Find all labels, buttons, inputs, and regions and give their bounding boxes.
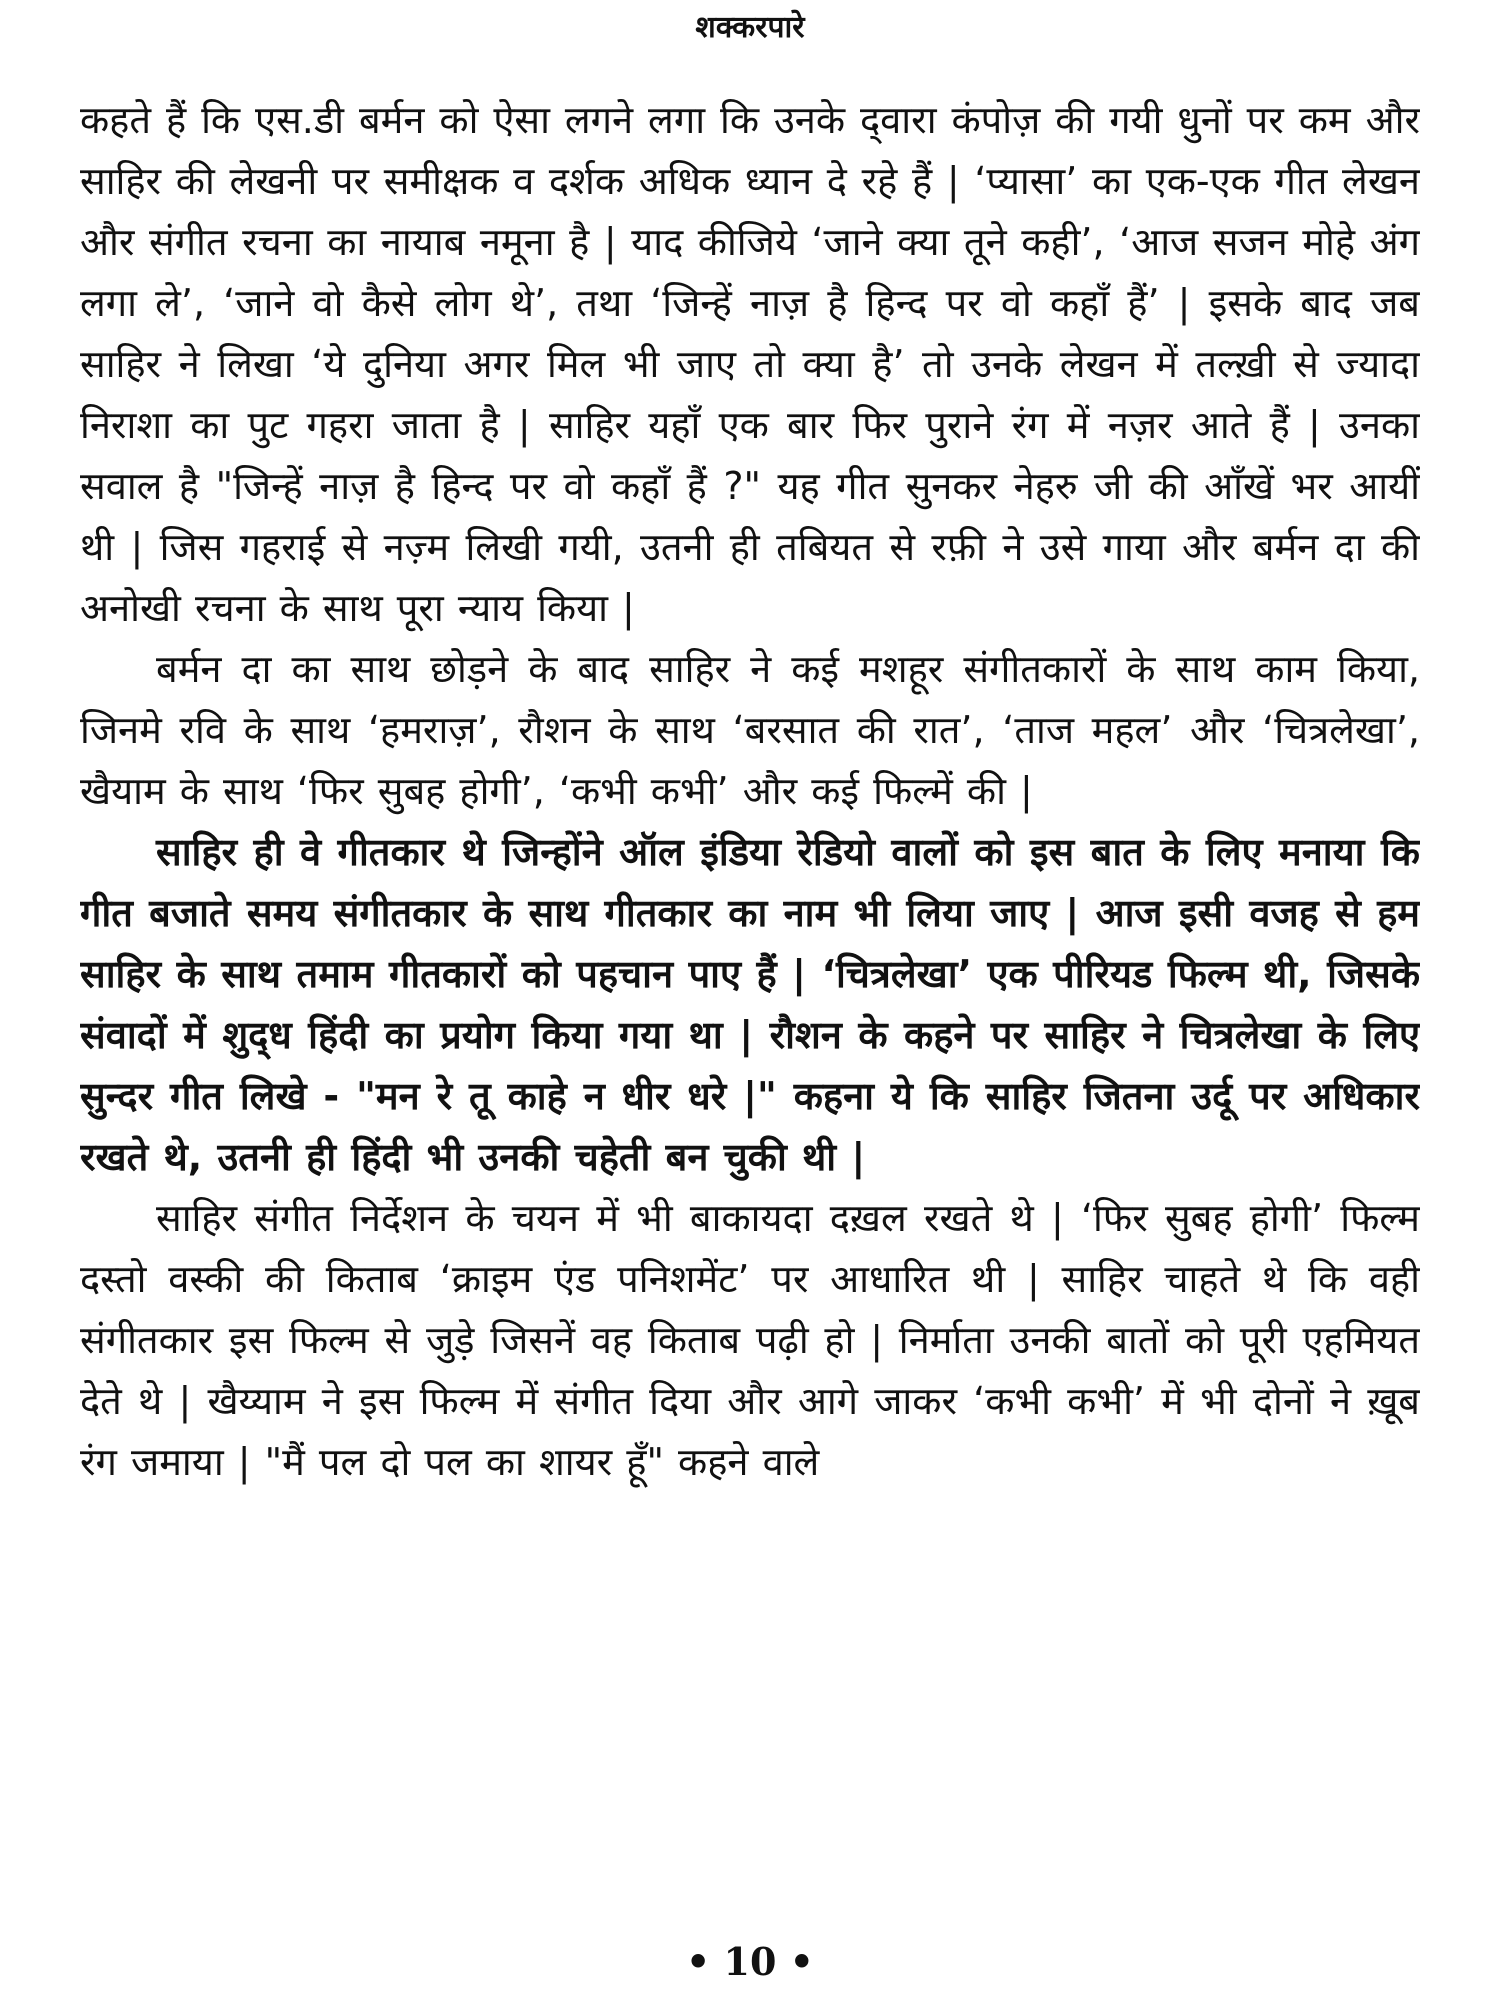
- paragraph-4: साहिर संगीत निर्देशन के चयन में भी बाकायदा दख़ल रखते थे | ‘फिर सुबह होगी’ फिल्म दस्तो वस्की की किताब ‘क्राइम एंड पनिशमेंट’ पर आधारित थी | साहिर चाहते थे कि वही संगीतकार इस फिल्म से जुड़े जिसनें वह किताब पढ़ी हो | निर्माता उनकी बातों को पूरी एहमियत देते थे | खैय्याम ने इस फिल्म में संगीत दिया और आगे जाकर ‘कभी कभी’ में भी दोनों ने ख़ूब रंग जमाया | "मैं पल दो पल का शायर हूँ" कहने वाले: [80, 1196, 1420, 1484]
- paragraph-2: बर्मन दा का साथ छोड़ने के बाद साहिर ने कई मशहूर संगीतकारों के साथ काम किया, जिनमे रवि के साथ ‘हमराज़’, रौशन के साथ ‘बरसात की रात’, ‘ताज महल’ और ‘चित्रलेखा’, खैयाम के साथ ‘फिर सुबह होगी’, ‘कभी कभी’ और कई फिल्में की |: [80, 647, 1420, 813]
- paragraph-1: कहते हैं कि एस.डी बर्मन को ऐसा लगने लगा कि उनके द्‍वारा कंपोज़ की गयी धुनों पर कम और साहिर की लेखनी पर समीक्षक व दर्शक अधिक ध्यान दे रहे हैं | ‘प्यासा’ का एक-एक गीत लेखन और संगीत रचना का नायाब नमूना है | याद कीजिये ‘जाने क्या तूने कही’, ‘आज सजन मोहे अंग लगा ले’, ‘जाने वो कैसे लोग थे’, तथा ‘जिन्हें नाज़ है हिन्द पर वो कहाँ हैं’ | इसके बाद जब साहिर ने लिखा ‘ये दुनिया अगर मिल भी जाए तो क्या है’ तो उनके लेखन में तल्ख़ी से ज्यादा निराशा का पुट गहरा जाता है | साहिर यहाँ एक बार फिर पुराने रंग में नज़र आते हैं | उनका सवाल है "जिन्हें नाज़ है हिन्द पर वो कहाँ हैं ?" यह गीत सुनकर नेहरु जी की आँखें भर आयीं थी | जिस गहराई से नज़्म लिखी गयी, उतनी ही तबियत से रफ़ी ने उसे गाया और बर्मन दा की अनोखी रचना के साथ पूरा न्याय किया |: [80, 98, 1420, 630]
- body-text: [80, 90, 1420, 1890]
- running-header-title: शक्करपारे: [695, 10, 805, 45]
- paragraph-3: साहिर ही वे गीतकार थे जिन्होंने ऑल इंडिया रेडियो वालों को इस बात के लिए मनाया कि गीत बजाते समय संगीतकार के साथ गीतकार का नाम भी लिया जाए | आज इसी वजह से हम साहिर के साथ तमाम गीतकारों को पहचान पाए हैं | ‘चित्रलेखा’ एक पीरियड फिल्म थी, जिसके संवादों में शुद्‍ध हिंदी का प्रयोग किया गया था | रौशन के कहने पर साहिर ने चित्रलेखा के लिए सुन्दर गीत लिखे - "मन रे तू काहे न धीर धरे |" कहना ये कि साहिर जितना उर्दू पर अधिकार रखते थे, उतनी ही हिंदी भी उनकी चहेती बन चुकी थी |: [80, 830, 1420, 1179]
- page-number: • 10 •: [686, 1939, 814, 1984]
